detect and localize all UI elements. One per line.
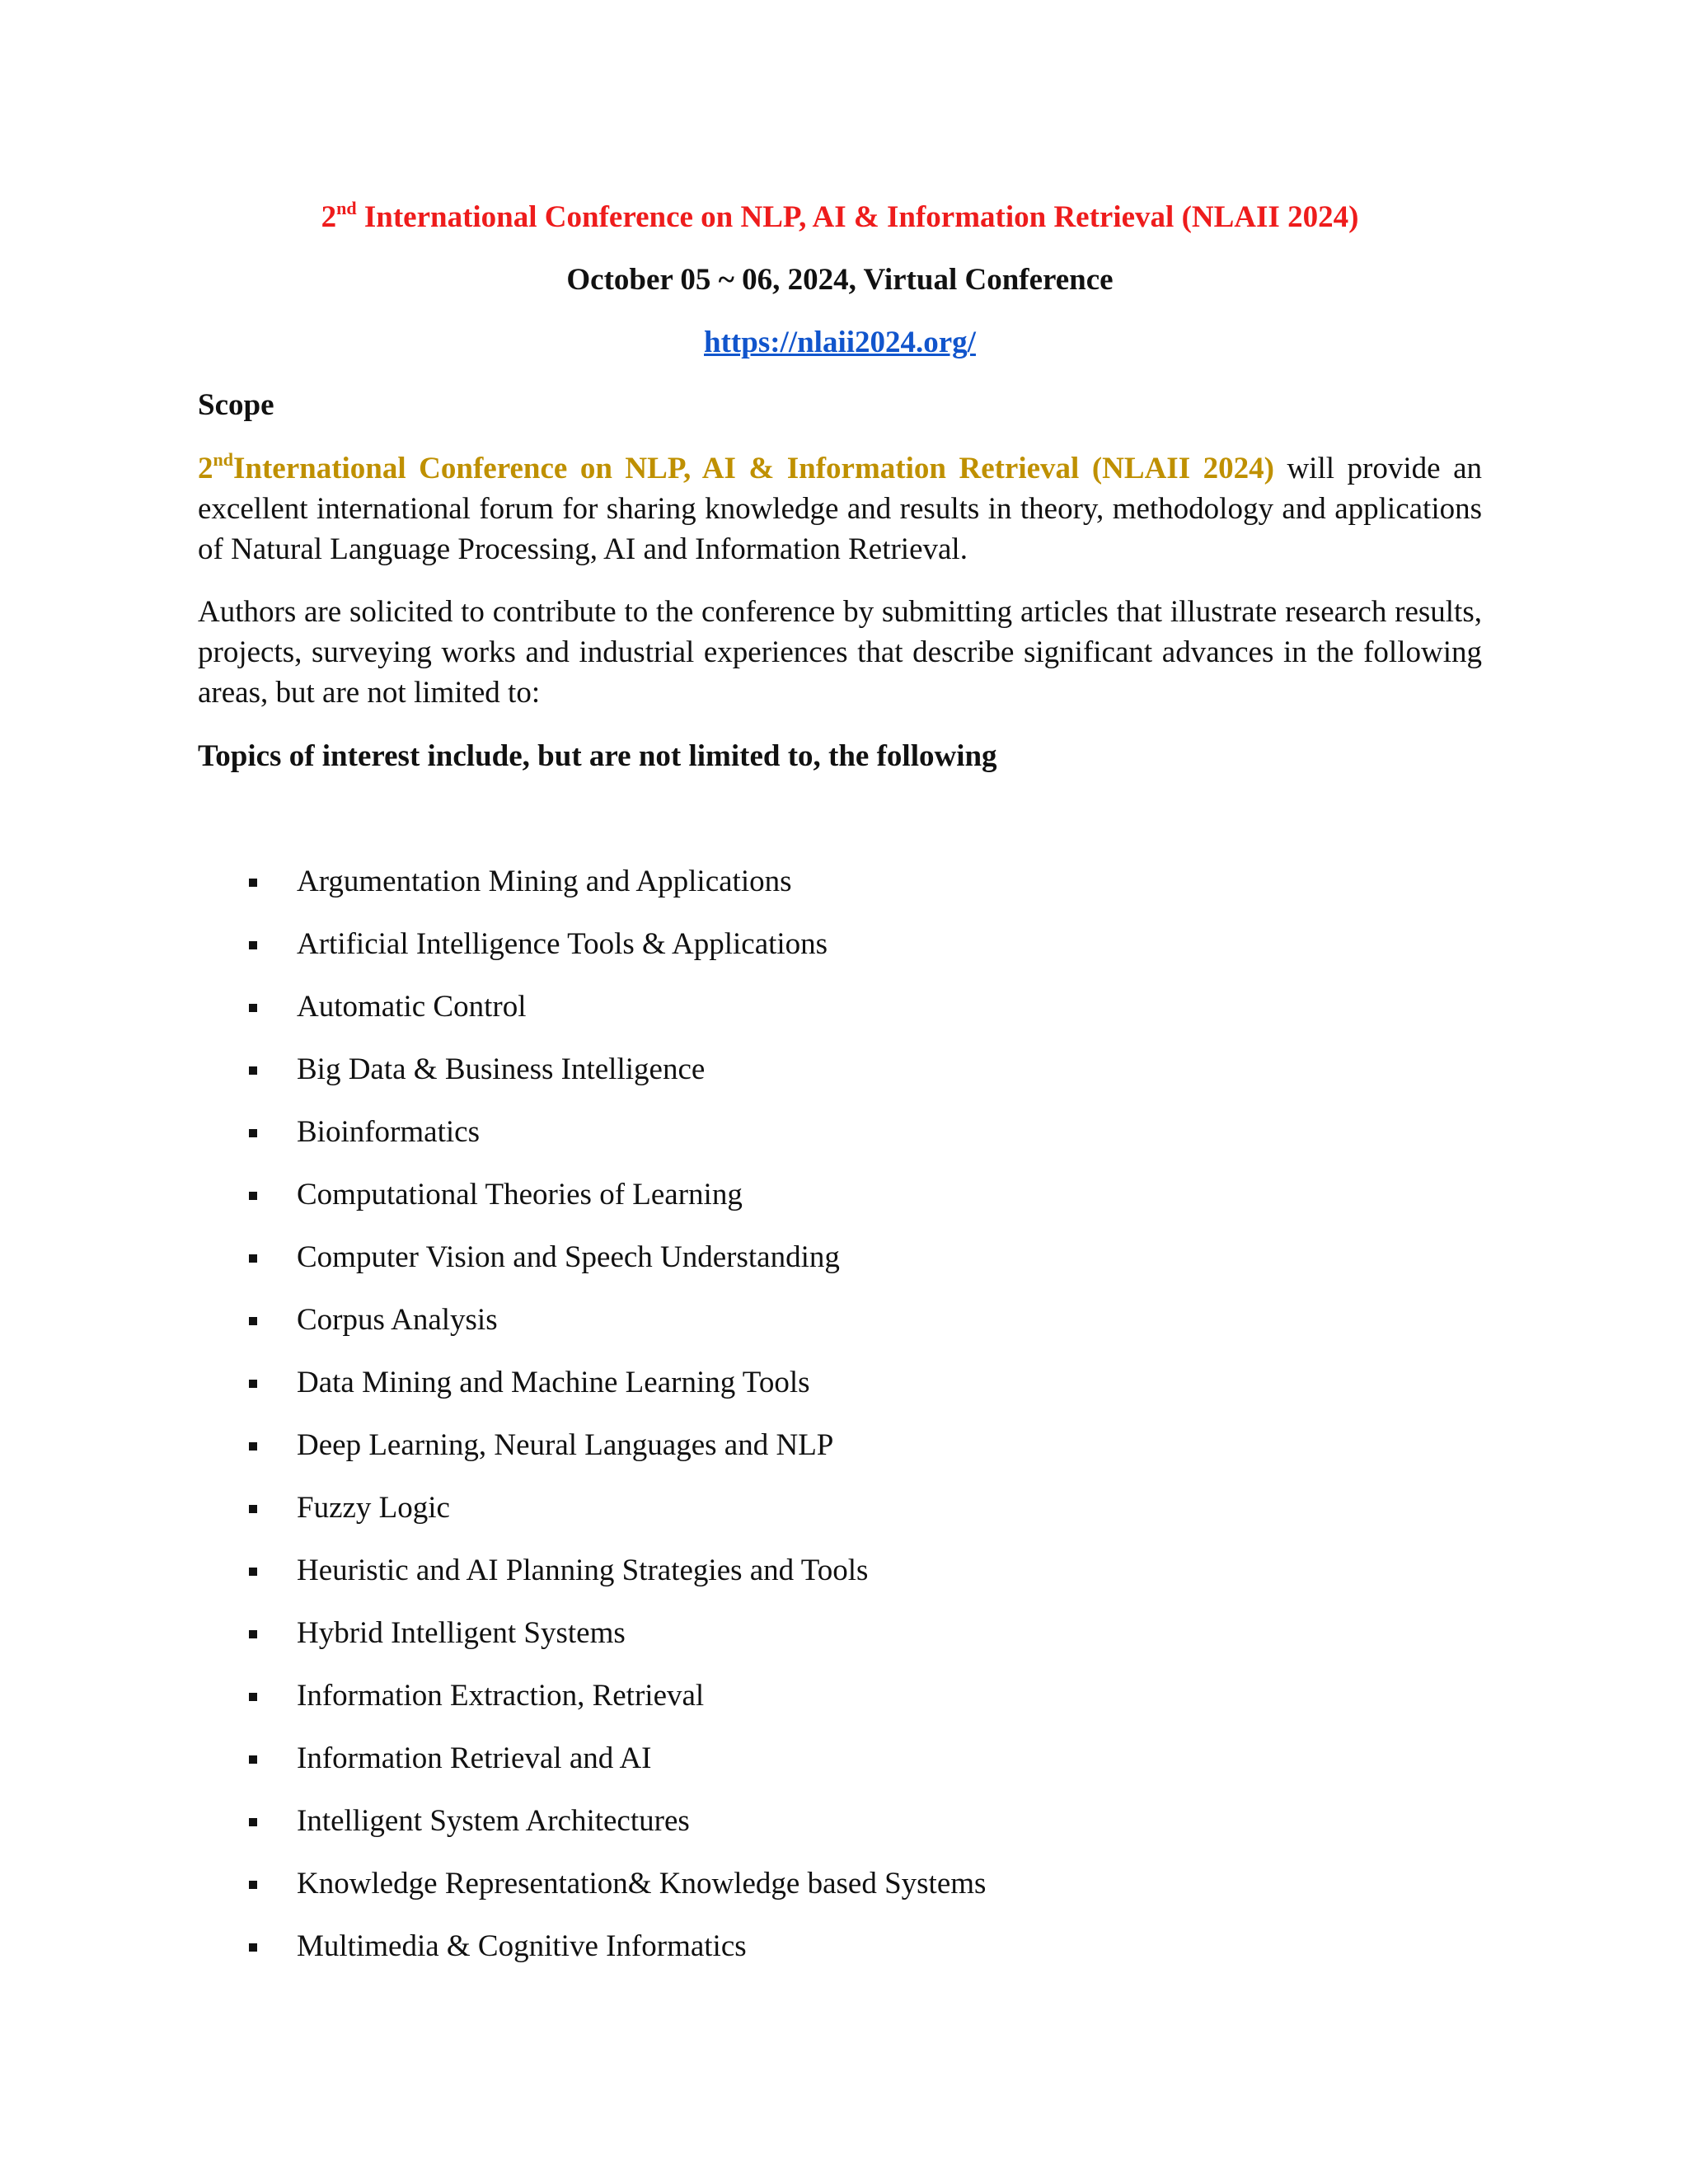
conference-url-link[interactable]: https://nlaii2024.org/: [704, 326, 976, 359]
topic-label: Multimedia & Cognitive Informatics: [297, 1929, 747, 1963]
topics-heading: Topics of interest include, but are not limited to, the following: [198, 739, 997, 773]
scope-heading: Scope: [198, 388, 274, 422]
scope-lead-ordinal-suffix: nd: [213, 448, 233, 470]
list-item: [198, 1238, 986, 1301]
title-ordinal: 2: [321, 200, 337, 234]
square-bullet-icon: [249, 1004, 257, 1012]
square-bullet-icon: [249, 1881, 257, 1889]
list-item: [198, 925, 986, 987]
conference-date: October 05 ~ 06, 2024, Virtual Conference: [566, 263, 1114, 297]
scope-lead: [198, 448, 1274, 485]
square-bullet-icon: [249, 1380, 257, 1388]
list-item: [198, 1363, 986, 1426]
square-bullet-icon: [249, 1755, 257, 1764]
square-bullet-icon: [249, 1317, 257, 1325]
scope-paragraph-text: will provide an excellent international forum for sharing knowledge and results in theory, methodology and applications of Natural Language Processing, AI and Information Retrieval.: [198, 452, 1482, 566]
topic-label: Argumentation Mining and Applications: [297, 865, 792, 898]
list-item: [198, 1614, 986, 1676]
title-ordinal-suffix: nd: [336, 197, 357, 218]
list-item: [198, 1050, 986, 1113]
topic-label: Data Mining and Machine Learning Tools: [297, 1366, 810, 1399]
list-item: [198, 1739, 986, 1802]
list-item: [198, 1802, 986, 1864]
list-item: [198, 1864, 986, 1927]
list-item: [198, 987, 986, 1050]
topics-list: [198, 862, 986, 1990]
conference-title: [198, 198, 1482, 237]
topic-label: Knowledge Representation& Knowledge based Systems: [297, 1867, 987, 1900]
topic-label: Bioinformatics: [297, 1115, 480, 1149]
square-bullet-icon: [249, 1442, 257, 1451]
topic-label: Automatic Control: [297, 990, 527, 1024]
square-bullet-icon: [249, 1943, 257, 1952]
list-item: [198, 1488, 986, 1551]
list-item: [198, 1301, 986, 1363]
topic-label: Information Extraction, Retrieval: [297, 1679, 705, 1713]
conference-url: [198, 323, 1482, 363]
topic-label: Intelligent System Architectures: [297, 1804, 690, 1838]
square-bullet-icon: [249, 1254, 257, 1263]
topic-label: Computer Vision and Speech Understanding: [297, 1240, 840, 1274]
topic-label: Heuristic and AI Planning Strategies and Tools: [297, 1554, 869, 1587]
topic-label: Fuzzy Logic: [297, 1491, 450, 1525]
list-item: [198, 862, 986, 925]
square-bullet-icon: [249, 1818, 257, 1826]
topic-label: Corpus Analysis: [297, 1303, 498, 1337]
authors-paragraph: Authors are solicited to contribute to the conference by submitting articles that illustrate research results, projects, surveying works and industrial experiences that describe significant advances in the following areas, but are not limited to:: [198, 595, 1482, 710]
square-bullet-icon: [249, 1066, 257, 1075]
square-bullet-icon: [249, 1630, 257, 1638]
list-item: [198, 1426, 986, 1488]
scope-lead-ordinal: 2: [198, 452, 213, 485]
square-bullet-icon: [249, 1192, 257, 1200]
topic-label: Deep Learning, Neural Languages and NLP: [297, 1428, 834, 1462]
scope-lead-text: International Conference on NLP, AI & Information Retrieval (NLAII 2024): [232, 452, 1274, 485]
square-bullet-icon: [249, 1505, 257, 1513]
topic-label: Artificial Intelligence Tools & Applications: [297, 927, 828, 961]
scope-paragraph: [198, 448, 1482, 569]
list-item: [198, 1175, 986, 1238]
list-item: [198, 1551, 986, 1614]
topic-label: Computational Theories of Learning: [297, 1178, 743, 1212]
list-item: [198, 1113, 986, 1175]
topic-label: Hybrid Intelligent Systems: [297, 1616, 626, 1650]
title-text: International Conference on NLP, AI & Information Retrieval (NLAII 2024): [356, 200, 1359, 234]
list-item: [198, 1927, 986, 1990]
square-bullet-icon: [249, 1693, 257, 1701]
square-bullet-icon: [249, 1129, 257, 1137]
topic-label: Information Retrieval and AI: [297, 1741, 652, 1775]
list-item: [198, 1676, 986, 1739]
square-bullet-icon: [249, 879, 257, 887]
square-bullet-icon: [249, 941, 257, 949]
topic-label: Big Data & Business Intelligence: [297, 1052, 706, 1086]
square-bullet-icon: [249, 1568, 257, 1576]
